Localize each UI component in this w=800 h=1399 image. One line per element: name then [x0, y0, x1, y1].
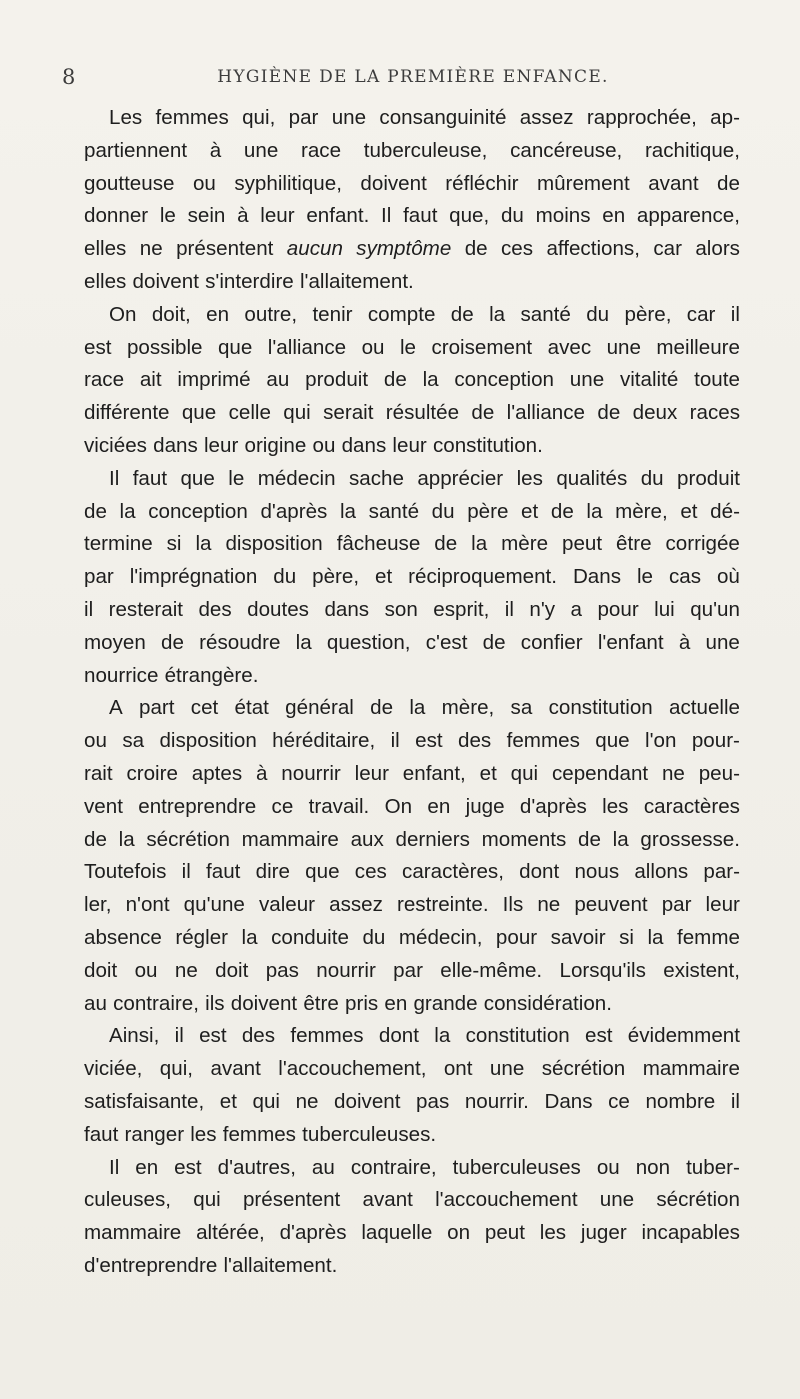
text-line: race ait imprimé au produit de la conception une vitalité toute: [84, 368, 740, 392]
text-line: culeuses, qui présentent avant l'accouchement une sécrétion: [84, 1188, 740, 1212]
running-head: HYGIÈNE DE LA PREMIÈRE ENFANCE.: [217, 67, 609, 87]
text-line: différente que celle qui serait résultée de l'alliance de deux races: [84, 401, 740, 425]
text-line: viciées dans leur origine ou dans leur constitution.: [84, 433, 543, 457]
text-line: ou sa disposition héréditaire, il est des femmes que l'on pour-: [84, 729, 740, 753]
paragraph: [84, 692, 740, 1020]
text-line: de la sécrétion mammaire aux derniers moments de la grossesse.: [84, 827, 740, 851]
paragraph: [84, 299, 740, 463]
text-line: de la conception d'après la santé du père et de la mère, et dé-: [84, 499, 740, 523]
paragraph: [84, 1152, 740, 1283]
text-line: termine si la disposition fâcheuse de la mère peut être corrigée: [84, 532, 740, 556]
text-line: est possible que l'alliance ou le croisement avec une meilleure: [84, 335, 740, 359]
text-line: partiennent à une race tuberculeuse, cancéreuse, rachitique,: [84, 138, 740, 162]
text-line: nourrice étrangère.: [84, 663, 259, 687]
text-line: satisfaisante, et qui ne doivent pas nourrir. Dans ce nombre il: [84, 1089, 740, 1113]
text-line: par l'imprégnation du père, et réciproquement. Dans le cas où: [84, 565, 740, 589]
text-line: absence régler la conduite du médecin, pour savoir si la femme: [84, 925, 740, 949]
page-header: [62, 62, 742, 92]
text-line: moyen de résoudre la question, c'est de confier l'enfant à une: [84, 630, 740, 654]
paragraph: [84, 463, 740, 693]
text-line: A part cet état général de la mère, sa constitution actuelle: [109, 696, 740, 720]
text-line: rait croire aptes à nourrir leur enfant, et qui cependant ne peu-: [84, 761, 740, 785]
text-line: mammaire altérée, d'après laquelle on peut les juger incapables: [84, 1221, 740, 1245]
text-line: Toutefois il faut dire que ces caractères, dont nous allons par-: [84, 860, 740, 884]
page-number: 8: [62, 65, 76, 89]
text-line: vent entreprendre ce travail. On en juge d'après les caractères: [84, 794, 740, 818]
text-line: ler, n'ont qu'une valeur assez restreinte. Ils ne peuvent par leur: [84, 893, 740, 917]
text-line: donner le sein à leur enfant. Il faut que, du moins en apparence,: [84, 204, 740, 228]
text-line: Il en est d'autres, au contraire, tuberculeuses ou non tuber-: [109, 1155, 740, 1179]
text-line: elles ne présentent aucun symptôme de ces affections, car alors: [84, 237, 740, 261]
paragraph: [84, 102, 740, 299]
text-line: Les femmes qui, par une consanguinité assez rapprochée, ap-: [109, 106, 740, 129]
text-line: goutteuse ou syphilitique, doivent réfléchir mûrement avant de: [84, 171, 740, 195]
text-line: Il faut que le médecin sache apprécier les qualités du produit: [109, 466, 740, 490]
text-line: il resterait des doutes dans son esprit, il n'y a pour lui qu'un: [84, 597, 740, 621]
text-line: doit ou ne doit pas nourrir par elle-même. Lorsqu'ils existent,: [84, 958, 740, 982]
text-line: elles doivent s'interdire l'allaitement.: [84, 269, 414, 293]
body-text: [84, 102, 740, 1283]
text-line: Ainsi, il est des femmes dont la constitution est évidemment: [109, 1024, 740, 1048]
text-line: faut ranger les femmes tuberculeuses.: [84, 1122, 437, 1146]
text-line: On doit, en outre, tenir compte de la santé du père, car il: [109, 302, 740, 326]
text-line: viciée, qui, avant l'accouchement, ont une sécrétion mammaire: [84, 1057, 740, 1081]
text-line: au contraire, ils doivent être pris en grande considération.: [84, 991, 612, 1015]
paragraph: [84, 1020, 740, 1151]
text-line: d'entreprendre l'allaitement.: [84, 1253, 338, 1277]
